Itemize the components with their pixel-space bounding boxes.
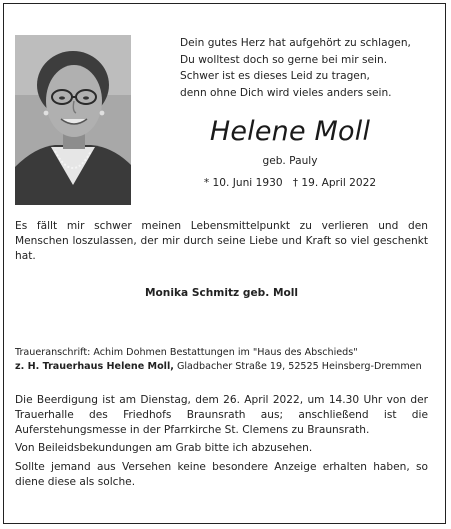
mourning-address	[15, 346, 435, 374]
birth-date: * 10. Juni 1930	[203, 177, 283, 189]
poem-line: denn ohne Dich wird vieles anders sein.	[180, 86, 392, 99]
portrait-image	[15, 35, 131, 205]
address-line: Traueranschrift: Achim Dohmen Bestattungen im "Haus des Abschieds"	[15, 347, 358, 358]
address-line	[15, 360, 435, 374]
poem-line: Schwer ist es dieses Leid zu tragen,	[180, 70, 370, 82]
memorial-poem	[180, 35, 440, 101]
notice-disclaimer: Sollte jemand aus Versehen keine besondere Anzeige erhalten haben, so diene diese als solche.	[15, 461, 428, 488]
poem-line: Du wolltest doch so gerne bei mir sein.	[180, 53, 388, 66]
deceased-name: Helene Moll	[209, 116, 371, 147]
farewell-text: Es fällt mir schwer meinen Lebensmittelpunkt zu verlieren und den Menschen loszulassen, der mir durch seine Liebe und Kraft so viel geschenkt hat.	[15, 220, 428, 262]
signer-name: Monika Schmitz geb. Moll	[144, 287, 299, 299]
portrait-photo	[15, 35, 131, 205]
poem-line: Dein gutes Herz hat aufgehört zu schlagen,	[180, 37, 411, 49]
funeral-details: Die Beerdigung ist am Dienstag, dem 26. April 2022, um 14.30 Uhr von der Trauerhalle des Friedhofs Braunsrath aus; anschließend ist die Auferstehungsmesse in der Pfarrkirche St. Clemens zu Braunsrath.	[15, 394, 428, 436]
address-recipient: z. H. Trauerhaus Helene Moll,	[15, 361, 174, 372]
death-date: † 19. April 2022	[292, 177, 377, 189]
address-street: Gladbacher Straße 19, 52525 Heinsberg-Dremmen	[173, 361, 422, 372]
maiden-name: geb. Pauly	[262, 155, 318, 167]
life-dates	[140, 177, 440, 189]
condolence-request: Von Beileidsbekundungen am Grab bitte ich abzusehen.	[15, 442, 313, 454]
